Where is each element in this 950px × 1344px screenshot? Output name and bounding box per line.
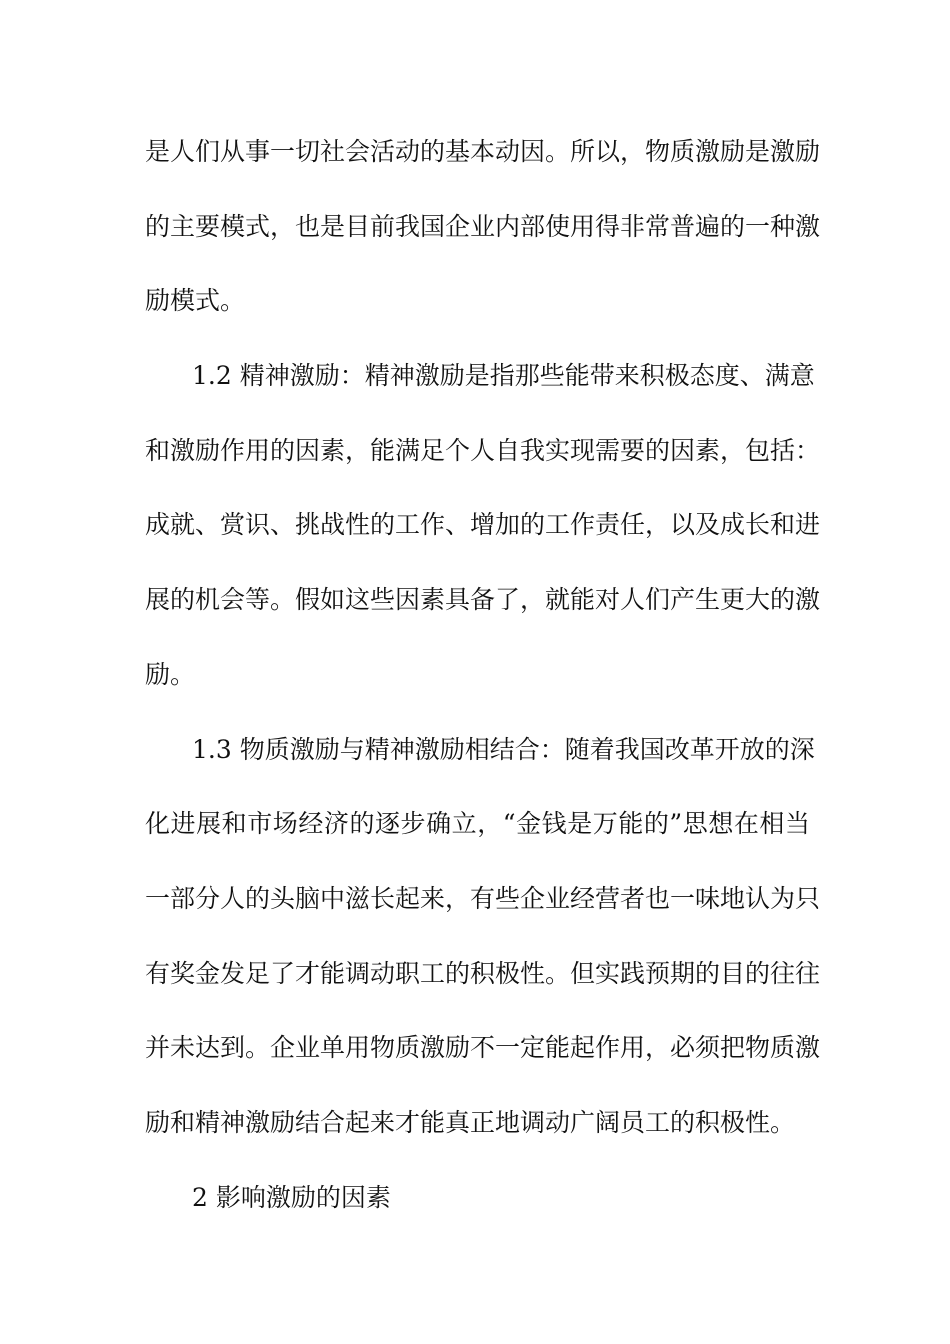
section-1-2-line-5: 励。 bbox=[145, 659, 196, 689]
section-2-heading: 2 影响激励的因素 bbox=[192, 1182, 391, 1212]
section-1-2-line-1: 1.2 精神激励：精神激励是指那些能带来积极态度、满意 bbox=[192, 361, 815, 391]
section-1-3-line-2: 化进展和市场经济的逐步确立，“金钱是万能的”思想在相当 bbox=[145, 809, 810, 839]
document-body bbox=[145, 128, 821, 1248]
section-1-3-line-3: 一部分人的头脑中滋长起来，有些企业经营者也一味地认为只 bbox=[145, 883, 821, 913]
section-1-3-line-4: 有奖金发足了才能调动职工的积极性。但实践预期的目的往往 bbox=[145, 958, 821, 988]
text-line-3: 励模式。 bbox=[145, 286, 246, 316]
section-1-2-line-3: 成就、赏识、挑战性的工作、增加的工作责任，以及成长和进 bbox=[145, 510, 821, 540]
section-1-3-line-6: 励和精神激励结合起来才能真正地调动广阔员工的积极性。 bbox=[145, 1107, 796, 1137]
text-line-1: 是人们从事一切社会活动的基本动因。所以，物质激励是激励 bbox=[145, 137, 821, 166]
section-1-3-line-1: 1.3 物质激励与精神激励相结合：随着我国改革开放的深 bbox=[192, 734, 815, 764]
section-1-2-line-4: 展的机会等。假如这些因素具备了，就能对人们产生更大的激 bbox=[145, 585, 821, 615]
text-line-2: 的主要模式，也是目前我国企业内部使用得非常普遍的一种激 bbox=[145, 211, 821, 241]
section-1-2-line-2: 和激励作用的因素，能满足个人自我实现需要的因素，包括： bbox=[145, 435, 821, 465]
section-1-3-line-5: 并未达到。企业单用物质激励不一定能起作用，必须把物质激 bbox=[145, 1033, 821, 1063]
